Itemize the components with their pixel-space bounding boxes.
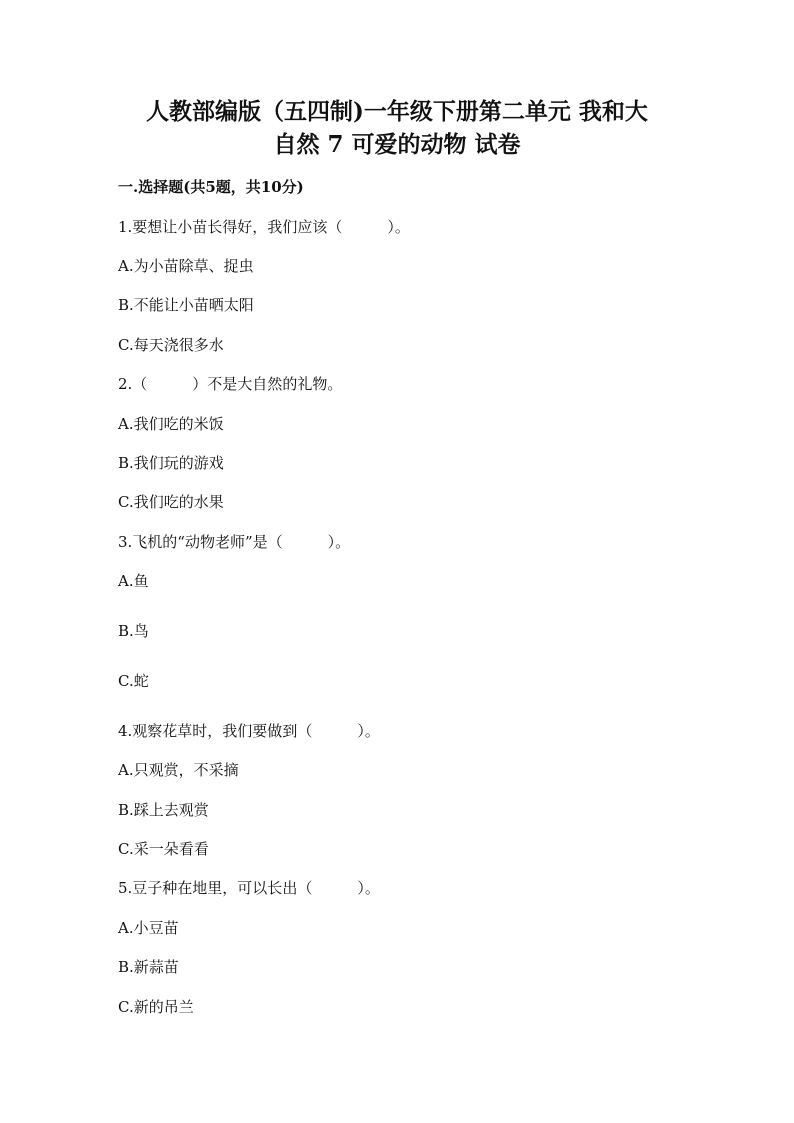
question-4-option-c: C.采一朵看看 xyxy=(118,840,209,858)
question-1-stem: 1.要想让小苗长得好，我们应该（ ）。 xyxy=(118,218,410,236)
question-5-option-c: C.新的吊兰 xyxy=(118,998,194,1016)
question-1-option-b: B.不能让小苗晒太阳 xyxy=(118,296,254,314)
question-2-option-c: C.我们吃的水果 xyxy=(118,493,224,511)
question-3-option-c: C.蛇 xyxy=(118,672,149,690)
question-3-stem: 3.飞机的“动物老师”是（ ）。 xyxy=(118,533,351,551)
question-4-option-b: B.踩上去观赏 xyxy=(118,801,209,819)
question-5-option-b: B.新蒜苗 xyxy=(118,958,179,976)
question-2-stem: 2.（ ）不是大自然的礼物。 xyxy=(118,375,343,393)
question-3-option-a: A.鱼 xyxy=(118,572,149,590)
question-4-stem: 4.观察花草时，我们要做到（ ）。 xyxy=(118,722,380,740)
section-heading: 一.选择题(共5题，共10分) xyxy=(118,178,304,196)
question-5-option-a: A.小豆苗 xyxy=(118,919,179,937)
question-1-option-a: A.为小苗除草、捉虫 xyxy=(118,257,254,275)
document-title-line-2: 自然 7 可爱的动物 试卷 xyxy=(273,131,521,158)
question-5-stem: 5.豆子种在地里，可以长出（ ）。 xyxy=(118,879,380,897)
question-2-option-a: A.我们吃的米饭 xyxy=(118,415,224,433)
question-1-option-c: C.每天浇很多水 xyxy=(118,336,224,354)
question-2-option-b: B.我们玩的游戏 xyxy=(118,454,224,472)
document-title-line-1: 人教部编版（五四制)一年级下册第二单元 我和大 xyxy=(146,98,648,125)
question-4-option-a: A.只观赏，不采摘 xyxy=(118,761,239,779)
question-3-option-b: B.鸟 xyxy=(118,622,149,640)
